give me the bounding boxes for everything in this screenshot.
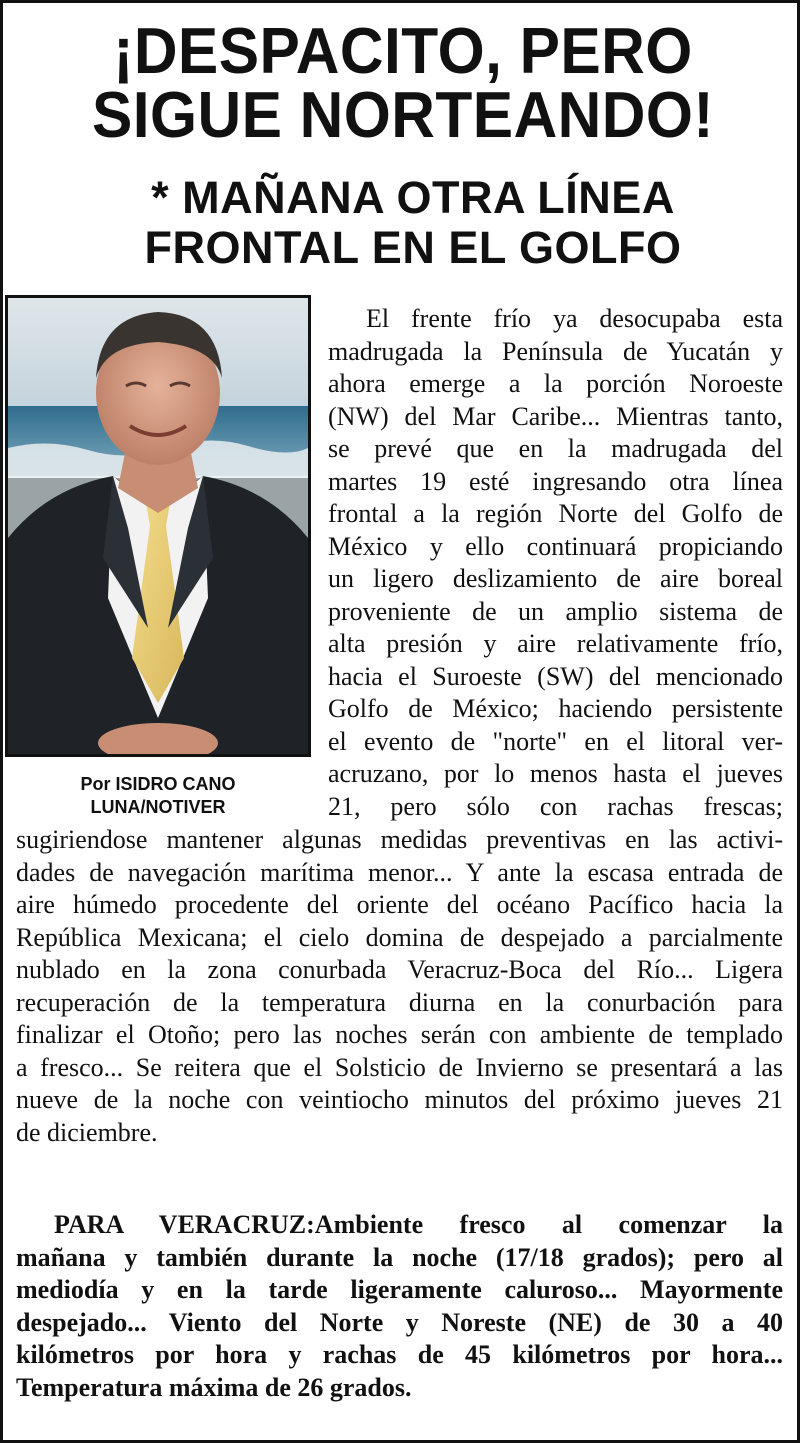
text-line: (NW) del Mar Caribe... Mientras tanto, <box>328 401 783 431</box>
article-body-text <box>16 824 783 1149</box>
text-line: México y ello continuará propiciando <box>328 531 783 561</box>
byline-line-1: Por ISIDRO CANO <box>80 774 236 794</box>
text-line: frontal a la región Norte del Golfo de <box>328 499 783 528</box>
byline <box>23 773 293 819</box>
forecast-line: mediodía y en la tarde ligeramente caluroso... Mayormente <box>16 1275 783 1304</box>
text-line: República Mexicana; el cielo domina de despejado a parcialmente <box>16 922 783 952</box>
text-line: nublado en la zona conurbada Veracruz-Boca del Río... Ligera <box>16 955 783 984</box>
forecast-line: kilómetros por hora y rachas de 45 kilómetros por hora... <box>16 1340 783 1369</box>
text-line: recuperación de la temperatura diurna en la conurbación para <box>16 987 783 1017</box>
text-line: el evento de "norte" en el litoral ver- <box>328 726 783 756</box>
headline <box>31 14 775 151</box>
text-line: proveniente de un amplio sistema de <box>328 596 783 626</box>
text-line: martes 19 esté ingresando otra línea <box>328 466 783 496</box>
forecast-line: despejado... Viento del Norte y Noreste (NE) de 30 a 40 <box>16 1307 783 1337</box>
forecast-line: PARA VERACRUZ:Ambiente fresco al comenzar la <box>54 1210 783 1239</box>
forecast-line: Temperatura máxima de 26 grados. <box>16 1372 412 1402</box>
author-portrait-icon <box>8 298 308 754</box>
subheadline-line-1: * MAÑANA OTRA LÍNEA <box>151 172 675 223</box>
text-line: nueve de la noche con veintiocho minutos del próximo jueves 21 <box>16 1085 783 1114</box>
text-line: Golfo de México; haciendo persistente <box>328 694 783 723</box>
text-line: hacia el Suroeste (SW) del mencionado <box>328 661 783 691</box>
text-line: se prevé que en la madrugada del <box>328 434 783 463</box>
text-line: a fresco... Se reitera que el Solsticio de Invierno se presentará a las <box>16 1052 783 1082</box>
text-line: acruzano, por lo menos hasta el jueves <box>328 759 783 788</box>
text-line: alta presión y aire relativamente frío, <box>328 629 783 658</box>
text-line: dades de navegación marítima menor... Y ante la escasa entrada de <box>16 857 783 887</box>
headline-line-1: ¡DESPACITO, PERO <box>113 14 693 87</box>
author-photo <box>5 295 311 757</box>
headline-line-2: SIGUE NORTEANDO! <box>91 78 715 151</box>
text-line: madrugada la Península de Yucatán y <box>328 336 783 366</box>
text-line: sugiriendose mantener algunas medidas preventivas en las activi- <box>16 825 783 854</box>
text-line: 21, pero sólo con rachas frescas; <box>328 791 783 821</box>
text-line: ahora emerge a la porción Noroeste <box>328 369 783 398</box>
article-column-text <box>328 303 783 823</box>
forecast-line: mañana y también durante la noche (17/18 grados); pero al <box>16 1242 783 1272</box>
text-line: finalizar el Otoño; pero las noches serán con ambiente de templado <box>16 1020 783 1049</box>
byline-line-2: LUNA/NOTIVER <box>90 797 226 817</box>
text-line: de diciembre. <box>16 1117 158 1147</box>
text-line: El frente frío ya desocupaba esta <box>366 304 783 333</box>
text-line: aire húmedo procedente del oriente del océano Pacífico hacia la <box>16 890 783 919</box>
subheadline-line-2: FRONTAL EN EL GOLFO <box>144 222 682 273</box>
veracruz-forecast <box>16 1209 783 1404</box>
subheadline <box>43 173 783 273</box>
text-line: un ligero deslizamiento de aire boreal <box>328 564 783 593</box>
